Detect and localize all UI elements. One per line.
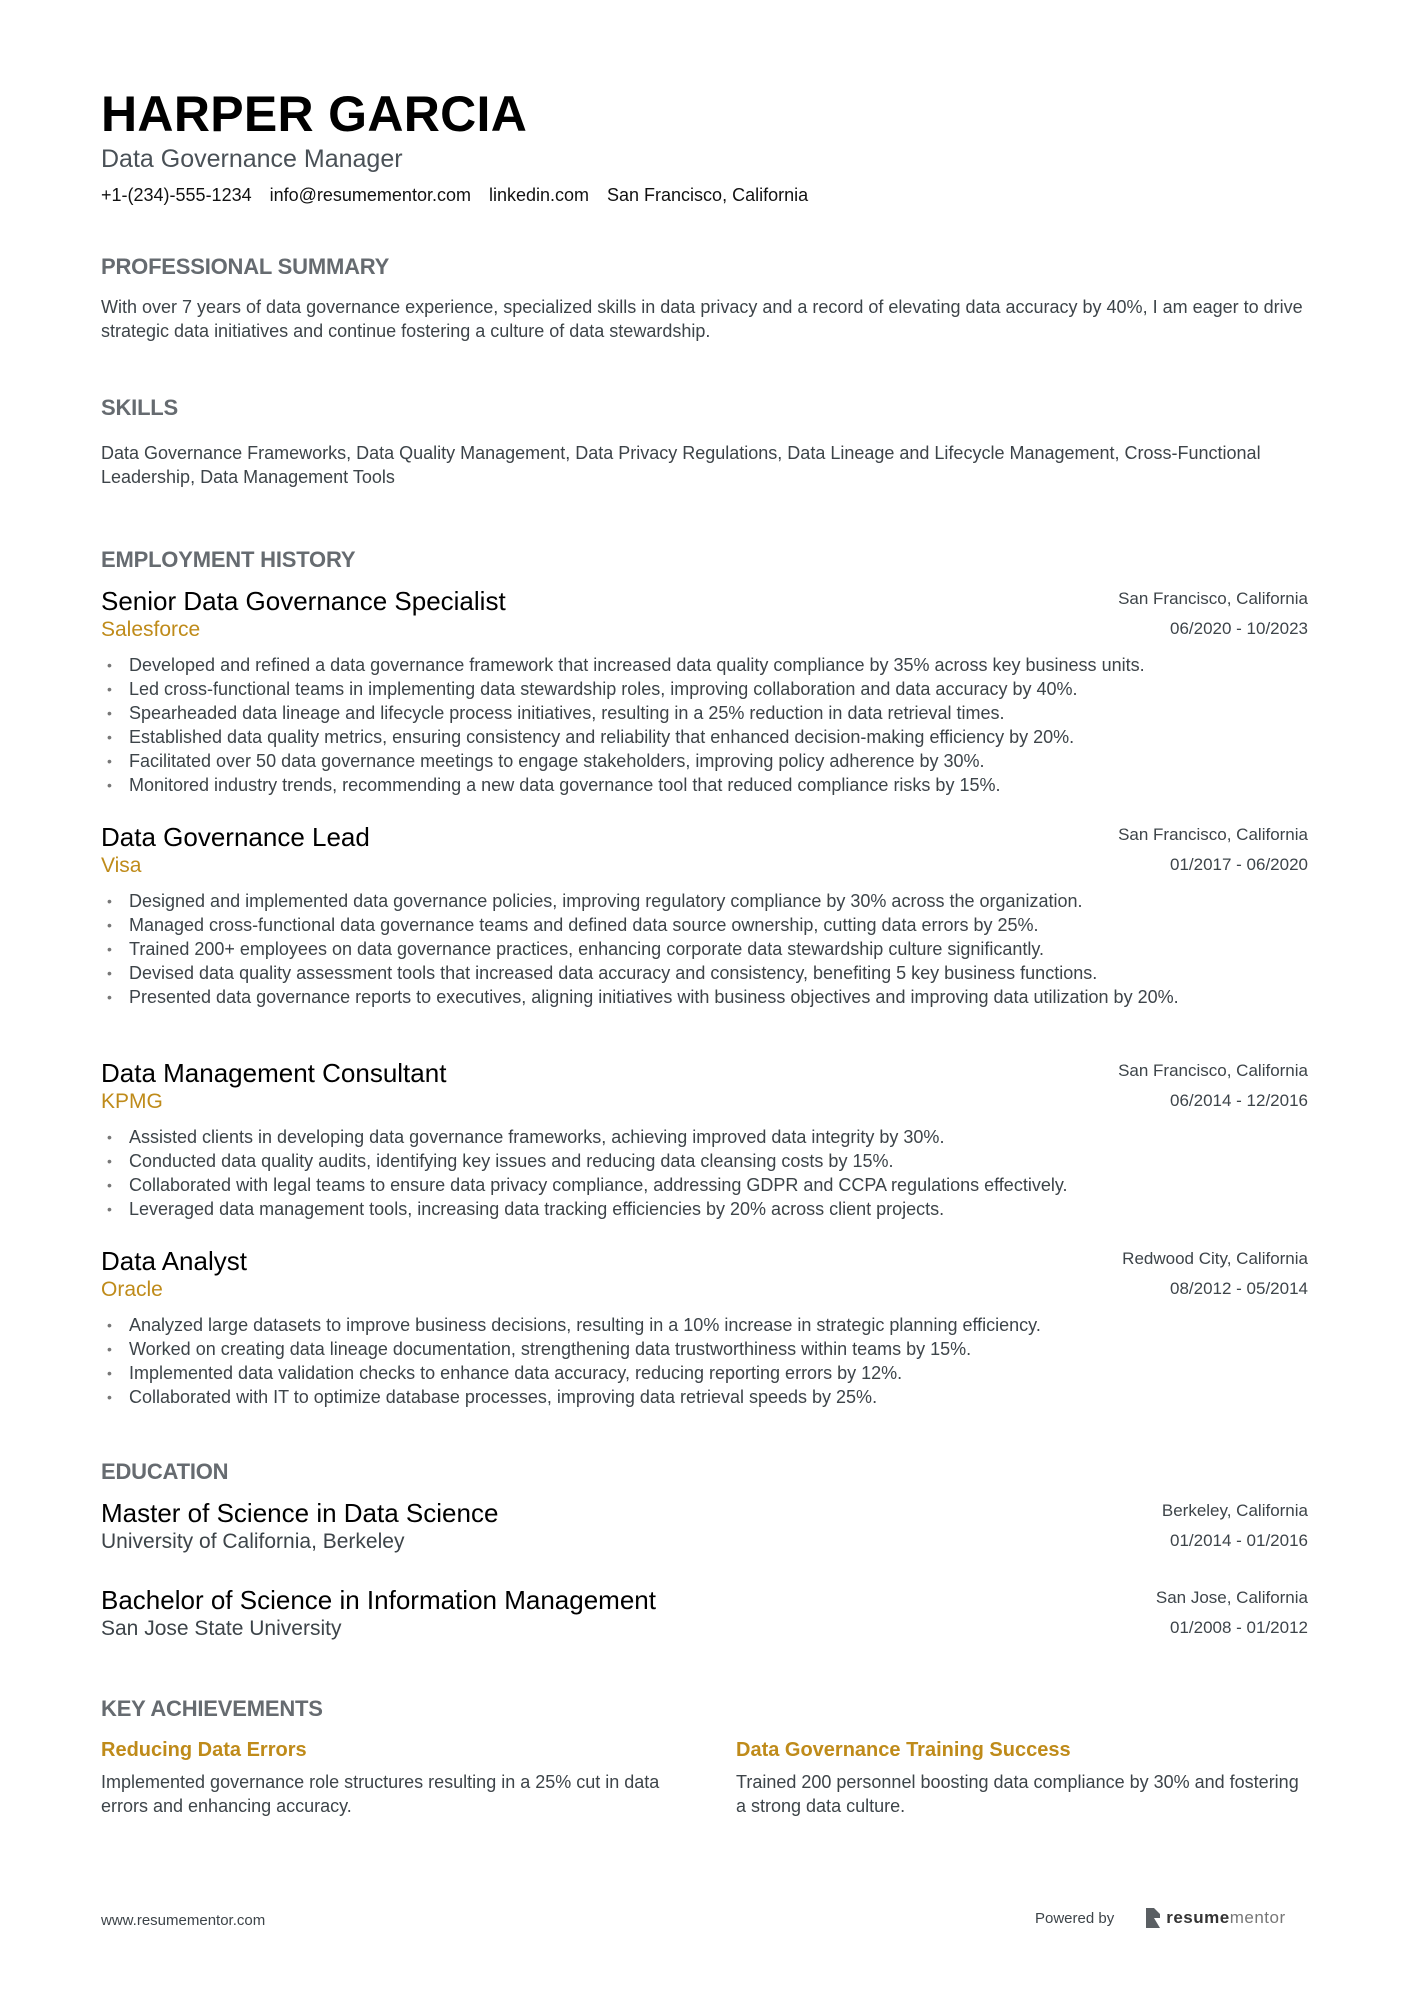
bullet-item (101, 677, 1308, 701)
bullet-text: Spearheaded data lineage and lifecycle process initiatives, resulting in a 25% reduction in data retrieval times. (129, 703, 1005, 723)
edu-dates: 01/2008 - 01/2012 (1169, 1618, 1308, 1637)
job-bullets (101, 1313, 1308, 1409)
job-location: San Francisco, California (1118, 1061, 1308, 1080)
bullet-text: Led cross-functional teams in implementing data stewardship roles, improving collaboration and data accuracy by 40%. (129, 679, 1078, 699)
section-heading-summary: PROFESSIONAL SUMMARY (101, 254, 390, 279)
logo-text-light: mentor (1229, 1908, 1286, 1927)
bullet-item (101, 937, 1308, 961)
edu-dates: 01/2014 - 01/2016 (1169, 1531, 1308, 1550)
bullet-item (101, 1173, 1308, 1197)
bullet-text: Worked on creating data lineage documentation, strengthening data trustworthiness within teams by 15%. (129, 1339, 972, 1359)
bullet-item (101, 701, 1308, 725)
bullet-text: Leveraged data management tools, increasing data tracking efficiencies by 20% across client projects. (129, 1199, 945, 1219)
job-bullets (101, 1125, 1308, 1221)
bullet-item (101, 773, 1308, 797)
footer-branding (1035, 1908, 1286, 1928)
bullet-item (101, 1313, 1308, 1337)
footer-website[interactable]: www.resumementor.com (101, 1912, 266, 1929)
section-heading-achievements: KEY ACHIEVEMENTS (101, 1696, 323, 1721)
bullet-dot-icon: • (107, 657, 112, 673)
summary-text: With over 7 years of data governance experience, specialized skills in data privacy and a record of elevating data accuracy by 40%, I am eager to drive strategic data initiatives and continue fostering a culture of data stewardship. (101, 297, 1303, 341)
job-location: Redwood City, California (1122, 1249, 1308, 1268)
edu-location: Berkeley, California (1161, 1501, 1308, 1520)
job-dates: 06/2014 - 12/2016 (1169, 1091, 1308, 1110)
candidate-title: Data Governance Manager (101, 145, 403, 173)
job-company: Salesforce (101, 618, 201, 641)
achievement-item (736, 1738, 1308, 1818)
bullet-item (101, 889, 1308, 913)
bullet-dot-icon: • (107, 1153, 112, 1169)
job-company: KPMG (101, 1090, 163, 1113)
section-heading-skills: SKILLS (101, 395, 179, 420)
job-dates: 01/2017 - 06/2020 (1169, 855, 1308, 874)
bullet-text: Analyzed large datasets to improve business decisions, resulting in a 10% increase in strategic planning efficiency. (129, 1315, 1041, 1335)
bullet-text: Presented data governance reports to executives, aligning initiatives with business objectives and improving data utilization by 20%. (129, 987, 1179, 1007)
powered-by-label: Powered by (1035, 1909, 1115, 1927)
job-role: Data Management Consultant (101, 1058, 447, 1088)
logo-text-bold: resume (1166, 1908, 1230, 1927)
bullet-text: Collaborated with IT to optimize database processes, improving data retrieval speeds by 25%. (129, 1387, 878, 1407)
bullet-dot-icon: • (107, 1365, 112, 1381)
bullet-item (101, 1361, 1308, 1385)
bullet-item (101, 749, 1308, 773)
bullet-text: Collaborated with legal teams to ensure data privacy compliance, addressing GDPR and CCPA regulations effectively. (129, 1175, 1068, 1195)
bullet-dot-icon: • (107, 1129, 112, 1145)
bullet-item (101, 1337, 1308, 1361)
achievement-item (101, 1738, 681, 1818)
contact-line (101, 184, 808, 206)
bullet-text: Conducted data quality audits, identifying key issues and reducing data cleansing costs by 15%. (129, 1151, 894, 1171)
achievement-text: Trained 200 personnel boosting data compliance by 30% and fostering a strong data culture. (736, 1772, 1299, 1816)
job-dates: 06/2020 - 10/2023 (1169, 619, 1308, 638)
job-role: Data Analyst (101, 1246, 247, 1276)
resumementor-logo-icon (1144, 1908, 1160, 1928)
bullet-dot-icon: • (107, 729, 112, 745)
job-location: San Francisco, California (1118, 589, 1308, 608)
bullet-dot-icon: • (107, 1341, 112, 1357)
section-heading-education: EDUCATION (101, 1459, 229, 1484)
bullet-item (101, 961, 1308, 985)
degree: Master of Science in Data Science (101, 1498, 499, 1528)
bullet-dot-icon: • (107, 941, 112, 957)
bullet-item (101, 913, 1308, 937)
bullet-item (101, 985, 1308, 1009)
job-dates: 08/2012 - 05/2014 (1169, 1279, 1308, 1298)
achievement-text: Implemented governance role structures resulting in a 25% cut in data errors and enhancing accuracy. (101, 1772, 660, 1816)
bullet-dot-icon: • (107, 753, 112, 769)
achievement-title: Reducing Data Errors (101, 1739, 307, 1761)
bullet-item (101, 1385, 1308, 1409)
bullet-item (101, 653, 1308, 677)
job-location: San Francisco, California (1118, 825, 1308, 844)
bullet-item (101, 725, 1308, 749)
bullet-dot-icon: • (107, 1177, 112, 1193)
contact-linkedin[interactable]: linkedin.com (488, 185, 590, 205)
school: San Jose State University (101, 1617, 342, 1640)
bullet-text: Developed and refined a data governance framework that increased data quality compliance by 35% across key business units. (129, 655, 1145, 675)
job-bullets (101, 653, 1308, 797)
achievement-title: Data Governance Training Success (736, 1739, 1071, 1761)
bullet-text: Assisted clients in developing data governance frameworks, achieving improved data integrity by 30%. (129, 1127, 945, 1147)
bullet-dot-icon: • (107, 681, 112, 697)
contact-email[interactable]: info@resumementor.com (269, 185, 471, 205)
job-company: Visa (101, 854, 142, 877)
bullet-dot-icon: • (107, 1201, 112, 1217)
bullet-text: Established data quality metrics, ensuring consistency and reliability that enhanced decision-making efficiency by 20%. (129, 727, 1075, 747)
bullet-dot-icon: • (107, 1389, 112, 1405)
resumementor-logo[interactable] (1144, 1908, 1285, 1928)
job-role: Senior Data Governance Specialist (101, 586, 506, 616)
bullet-dot-icon: • (107, 777, 112, 793)
bullet-text: Facilitated over 50 data governance meetings to engage stakeholders, improving policy adherence by 30%. (129, 751, 985, 771)
contact-location: San Francisco, California (607, 185, 809, 205)
candidate-name: HARPER GARCIA (101, 86, 528, 142)
bullet-text: Designed and implemented data governance policies, improving regulatory compliance by 30% across the organization. (129, 891, 1083, 911)
job-bullets (101, 889, 1308, 1009)
job-role: Data Governance Lead (101, 822, 370, 852)
bullet-item (101, 1125, 1308, 1149)
bullet-text: Trained 200+ employees on data governance practices, enhancing corporate data stewardship culture significantly. (129, 939, 1045, 959)
bullet-item (101, 1197, 1308, 1221)
bullet-dot-icon: • (107, 1317, 112, 1333)
edu-location: San Jose, California (1155, 1588, 1308, 1607)
skills-text: Data Governance Frameworks, Data Quality Management, Data Privacy Regulations, Data Lineage and Lifecycle Management, Cross-Functional Leadership, Data Management Tools (101, 443, 1261, 487)
bullet-item (101, 1149, 1308, 1173)
bullet-text: Managed cross-functional data governance teams and defined data source ownership, cutting data errors by 25%. (129, 915, 1039, 935)
bullet-dot-icon: • (107, 965, 112, 981)
contact-phone: +1-(234)-555-1234 (101, 185, 252, 205)
bullet-dot-icon: • (107, 989, 112, 1005)
bullet-dot-icon: • (107, 893, 112, 909)
degree: Bachelor of Science in Information Management (101, 1585, 656, 1615)
job-company: Oracle (101, 1278, 163, 1301)
bullet-text: Devised data quality assessment tools that increased data accuracy and consistency, benefiting 5 key business functions. (129, 963, 1098, 983)
section-heading-employment: EMPLOYMENT HISTORY (101, 547, 356, 572)
bullet-text: Monitored industry trends, recommending a new data governance tool that reduced compliance risks by 15%. (129, 775, 1001, 795)
bullet-dot-icon: • (107, 917, 112, 933)
bullet-text: Implemented data validation checks to enhance data accuracy, reducing reporting errors by 12%. (129, 1363, 903, 1383)
school: University of California, Berkeley (101, 1530, 405, 1553)
bullet-dot-icon: • (107, 705, 112, 721)
